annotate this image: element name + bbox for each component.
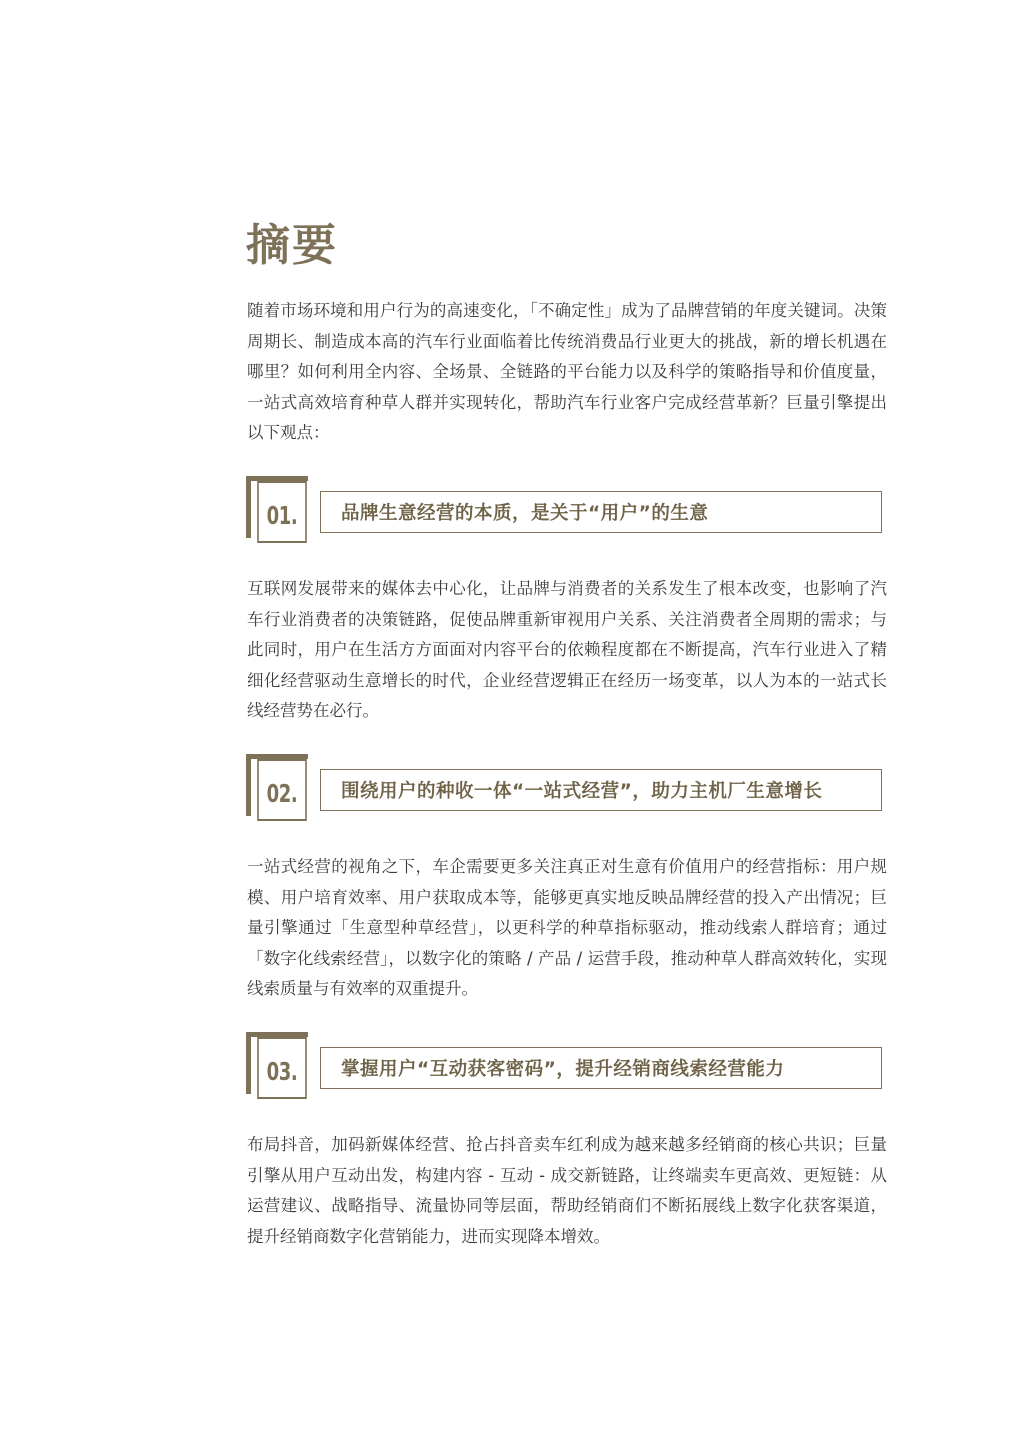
section-title: 掌握用户“互动获客密码”，提升经销商线索经营能力 [320,1047,882,1089]
section-number: 03. [266,1056,298,1086]
section-heading-02 [246,754,882,824]
section-body-01: 互联网发展带来的媒体去中心化，让品牌与消费者的关系发生了根本改变，也影响了汽车行业消费者的决策链路，促使品牌重新审视用户关系、关注消费者全周期的需求；与此同时，用户在生活方方面面对内容平台的依赖程度都在不断提高，汽车行业进入了精细化经营驱动生意增长的时代，企业经营逻辑正在经历一场变革，以人为本的一站式长线经营势在必行。 [247,579,887,720]
section-title: 品牌生意经营的本质，是关于“用户”的生意 [320,491,882,533]
section-body-02: 一站式经营的视角之下，车企需要更多关注真正对生意有价值用户的经营指标：用户规模、用户培育效率、用户获取成本等，能够更真实地反映品牌经营的投入产出情况；巨量引擎通过「生意型种草经营」，以更科学的种草指标驱动，推动线索人群培育；通过「数字化线索经营」，以数字化的策略 / 产品 / 运营手段，推动种草人群高效转化，实现线索质量与有效率的双重提升。 [247,857,887,998]
intro-paragraph: 随着市场环境和用户行为的高速变化，「不确定性」成为了品牌营销的年度关键词。决策周期长、制造成本高的汽车行业面临着比传统消费品行业更大的挑战，新的增长机遇在哪里？如何利用全内容、全场景、全链路的平台能力以及科学的策略指导和价值度量，一站式高效培育种草人群并实现转化，帮助汽车行业客户完成经营革新？巨量引擎提出以下观点： [247,301,887,442]
section-number: 01. [266,500,298,530]
section-number-badge [257,481,307,543]
section-number-badge [257,759,307,821]
section-heading-01 [246,476,882,546]
section-number: 02. [266,778,298,808]
section-body-03: 布局抖音，加码新媒体经营、抢占抖音卖车红利成为越来越多经销商的核心共识；巨量引擎从用户互动出发，构建内容 - 互动 - 成交新链路，让终端卖车更高效、更短链：从运营建议、战略指导、流量协同等层面，帮助经销商们不断拓展线上数字化获客渠道，提升经销商数字化营销能力，进而实现降本增效。 [247,1135,887,1246]
section-heading-03 [246,1032,882,1102]
page-title: 摘要 [246,220,338,271]
section-title: 围绕用户的种收一体“一站式经营”，助力主机厂生意增长 [320,769,882,811]
section-number-badge [257,1037,307,1099]
